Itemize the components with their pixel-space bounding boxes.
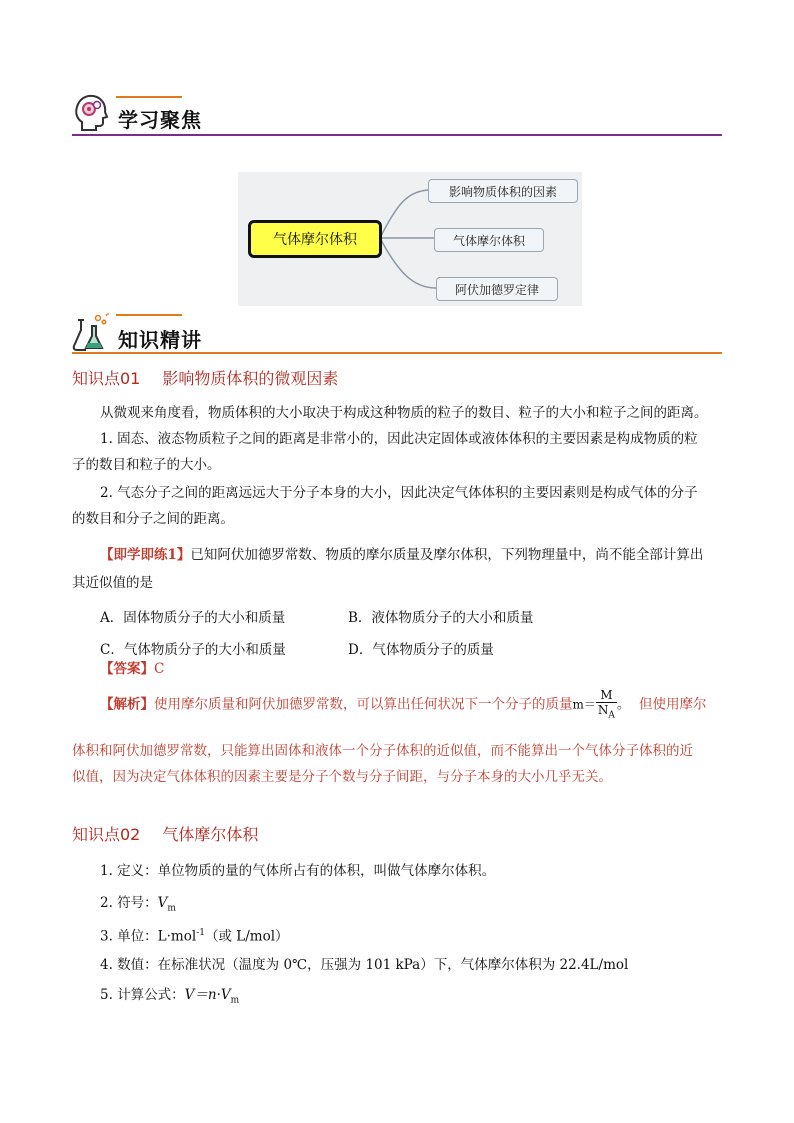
divider [72,134,722,136]
paragraph: 从微观来角度看，物质体积的大小取决于构成这种物质的粒子的数目、粒子的大小和粒子之间的距离。 [100,405,708,421]
knowledge-point-heading [72,366,338,389]
paragraph: 的数目和分子之间的距离。 [72,511,234,527]
section-title: 学习聚焦 [118,108,202,132]
formula-numerator: M [596,688,617,703]
analysis-text: 使用摩尔质量和阿伏加德罗常数，可以算出任何状况下一个分子的质量 [154,696,573,713]
kp2-item-formula: 5. 计算公式：$V=n\cdot V_m$ [100,987,240,1006]
mind-map-branch: 影响物质体积的因素 [428,179,578,203]
mind-map-branch: 气体摩尔体积 [434,228,544,252]
paragraph: 子的数目和粒子的大小。 [72,457,221,473]
paragraph: 2. 气态分子之间的距离远远大于分子本身的大小，因此决定气体体积的主要因素则是构成气体的分子 [100,485,698,501]
mind-map-center: 气体摩尔体积 [248,220,382,258]
exercise-question [100,542,724,568]
kp2-item-symbol: 2. 符号：$V_m$ [100,895,176,914]
option-b: B．液体物质分子的大小和质量 [348,610,534,626]
kp2-item-value: 4. 数值：在标准状况（温度为 0℃，压强为 101 kPa）下，气体摩尔体积为 22.4L/mol [100,957,629,973]
analysis-line: 体积和阿伏加德罗常数，只能算出固体和液体一个分子体积的近似值，而不能算出一个气体分子体积的近 [72,743,693,759]
divider [72,352,722,354]
kp2-item-definition: 1. 定义：单位物质的量的气体所占有的体积，叫做气体摩尔体积。 [100,863,496,879]
kp-label: 知识点01 [72,369,141,388]
chemistry-flask-icon [72,312,112,352]
answer-value: C [154,661,165,677]
formula-fraction [596,688,617,722]
mind-map [238,172,582,306]
section-header-study-focus [72,92,722,136]
kp-title: 影响物质体积的微观因素 [162,369,339,388]
mind-map-branch: 阿伏加德罗定律 [436,277,558,301]
symbol-v: V [157,895,168,911]
paragraph: 1. 固态、液态物质粒子之间的距离是非常小的，因此决定固体或液体体积的主要因素是构成物质的粒 [100,431,698,447]
formula-denominator-sub: A [608,710,615,721]
answer-line [100,656,300,682]
exercise-question-text: 已知阿伏加德罗常数、物质的摩尔质量及摩尔体积，下列物理量中，尚不能全部计算出 [190,547,704,563]
analysis-text-cont: 但使用摩尔 [638,696,707,713]
analysis-line: 似值，因为决定气体体积的因素主要是分子个数与分子间距，与分子本身的大小几乎无关。 [72,769,612,785]
formula-text: V＝n·V [184,987,231,1003]
head-gears-icon [74,94,108,132]
exercise-tag: 【即学即练1】 [100,547,191,563]
answer-tag: 【答案】 [100,661,154,677]
analysis-tag: 【解析】 [100,696,154,713]
kp-label: 知识点02 [72,825,141,844]
kp2-item-unit: 3. 单位：L·mol$^{-1}$（或 L/mol） [100,928,289,945]
option-d: D．气体物质分子的质量 [348,642,494,658]
formula-end: 。 [616,696,631,713]
option-a: A．固体物质分子的大小和质量 [100,610,286,626]
kp-title: 气体摩尔体积 [162,825,259,844]
option-c: C．气体物质分子的大小和质量 [100,642,286,658]
exercise-question-cont: 其近似值的是 [72,575,153,591]
analysis-line [100,688,724,722]
section-title: 知识精讲 [118,328,202,352]
formula-lhs: m＝ [572,697,596,712]
section-header-knowledge [72,310,722,354]
knowledge-point-heading [72,822,258,845]
formula-denominator: N [597,703,609,717]
